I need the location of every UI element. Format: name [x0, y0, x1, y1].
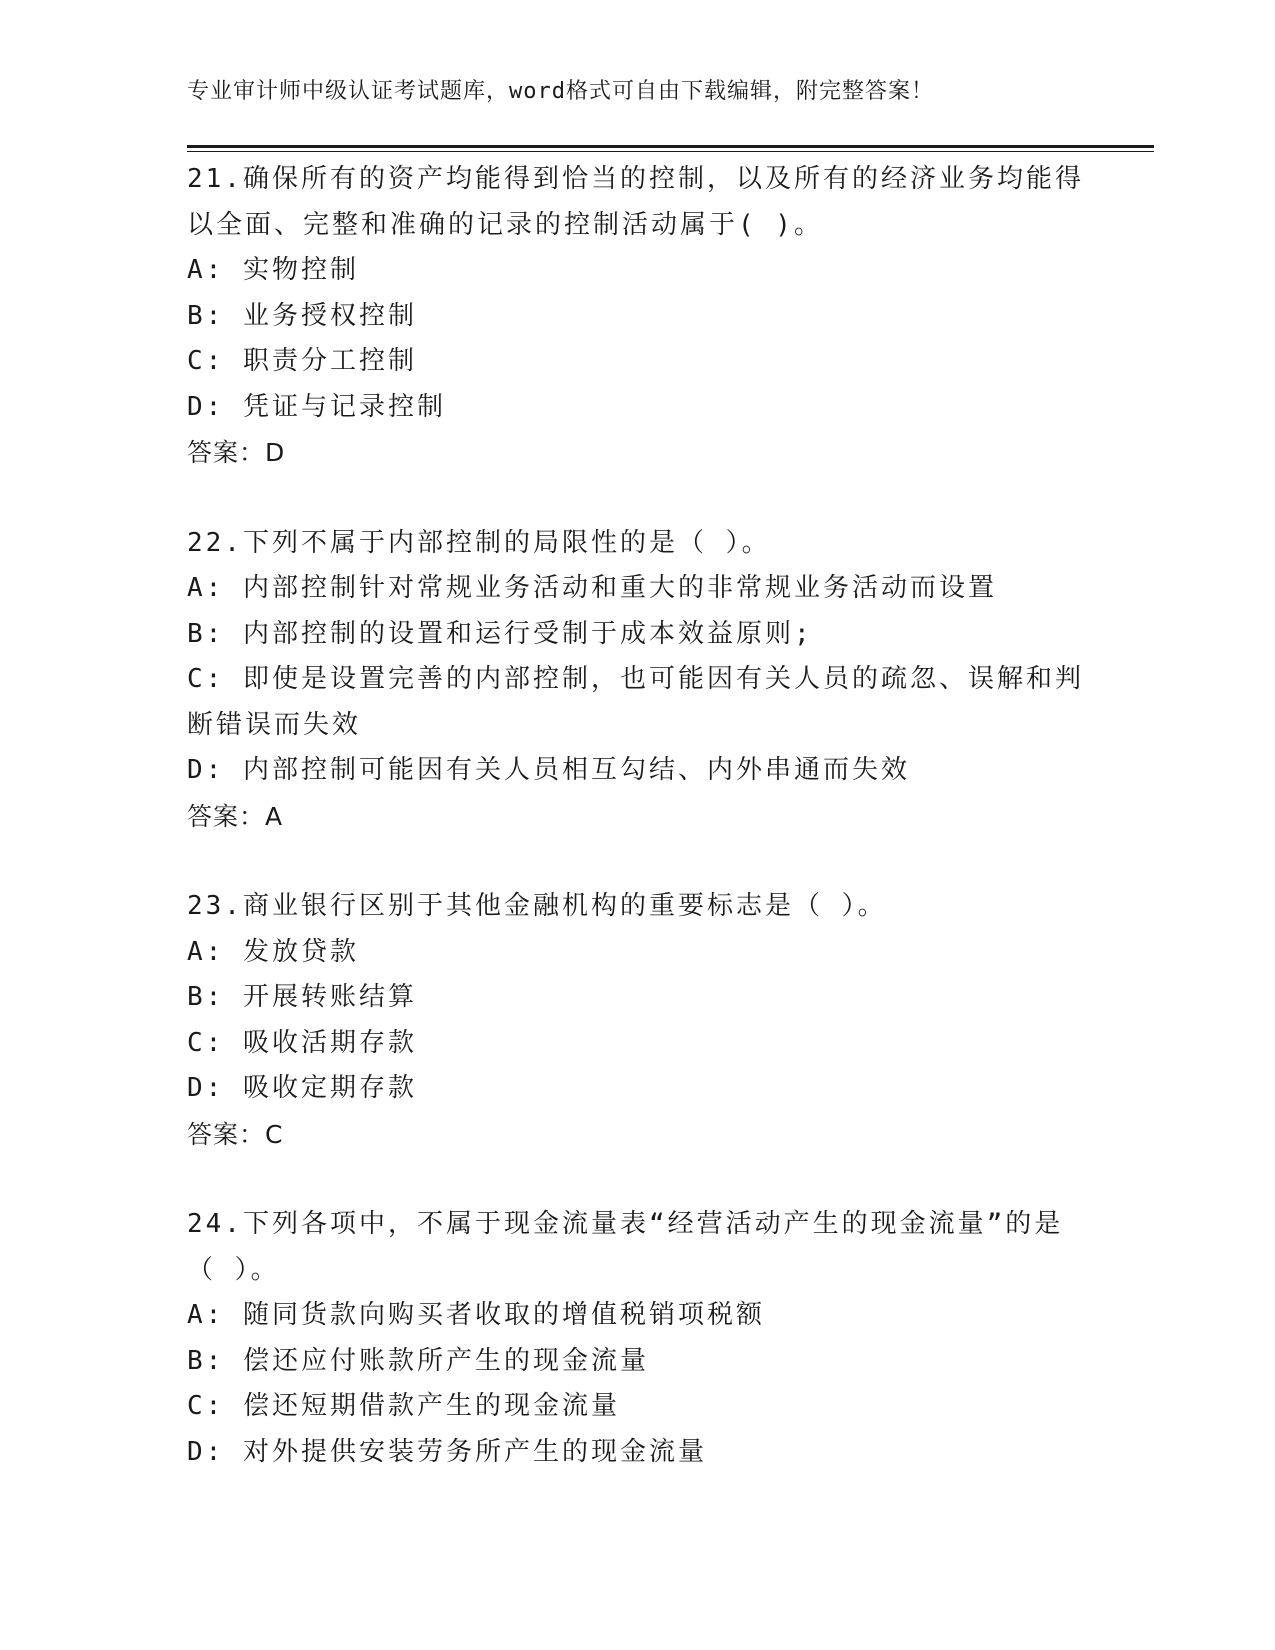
question-spacer	[187, 839, 1087, 884]
question-24	[187, 1202, 1087, 1475]
question-list	[187, 157, 1087, 1475]
option-d: D: 吸收定期存款	[187, 1073, 417, 1103]
option-c-continued: 断错误而失效	[187, 709, 362, 740]
question-spacer	[187, 1157, 1087, 1202]
answer-line: 答案：C	[187, 1119, 284, 1149]
question-stem-line: 22.下列不属于内部控制的局限性的是（ ）。	[187, 527, 771, 558]
question-21	[187, 157, 1087, 476]
option-c: C: 吸收活期存款	[187, 1027, 417, 1058]
question-stem-line: 以全面、完整和准确的记录的控制活动属于( )。	[187, 209, 823, 240]
option-c: C: 即使是设置完善的内部控制，也可能因有关人员的疏忽、误解和判	[187, 664, 1084, 694]
option-b: B: 开展转账结算	[187, 982, 417, 1012]
question-stem-line: （ ）。	[187, 1254, 280, 1285]
page-header: 专业审计师中级认证考试题库，word格式可自由下载编辑，附完整答案！	[187, 79, 934, 104]
option-a: A: 发放贷款	[187, 936, 359, 967]
question-stem-line: 23.商业银行区别于其他金融机构的重要标志是（ ）。	[187, 891, 887, 921]
option-a: A: 内部控制针对常规业务活动和重大的非常规业务活动而设置	[187, 573, 997, 603]
option-a: A: 随同货款向购买者收取的增值税销项税额	[187, 1300, 765, 1330]
option-c: C: 偿还短期借款产生的现金流量	[187, 1391, 620, 1421]
header-rule-thick	[187, 145, 1154, 148]
answer-line: 答案：D	[187, 438, 286, 467]
option-b: B: 业务授权控制	[187, 300, 417, 331]
option-b: B: 偿还应付账款所产生的现金流量	[187, 1345, 649, 1376]
header-rule-thin	[187, 151, 1154, 152]
option-d: D: 内部控制可能因有关人员相互勾结、内外串通而失效	[187, 755, 910, 785]
question-23	[187, 884, 1087, 1157]
answer-line: 答案：A	[187, 801, 284, 831]
question-spacer	[187, 476, 1087, 521]
option-d: D: 凭证与记录控制	[187, 391, 446, 422]
question-stem-line: 24.下列各项中，不属于现金流量表“经营活动产生的现金流量”的是	[187, 1209, 1064, 1239]
option-b: B: 内部控制的设置和运行受制于成本效益原则;	[187, 618, 813, 649]
option-a: A: 实物控制	[187, 255, 359, 285]
question-stem-line: 21.确保所有的资产均能得到恰当的控制，以及所有的经济业务均能得	[187, 164, 1084, 194]
option-d: D: 对外提供安装劳务所产生的现金流量	[187, 1436, 707, 1467]
question-22	[187, 521, 1087, 840]
option-c: C: 职责分工控制	[187, 346, 417, 376]
